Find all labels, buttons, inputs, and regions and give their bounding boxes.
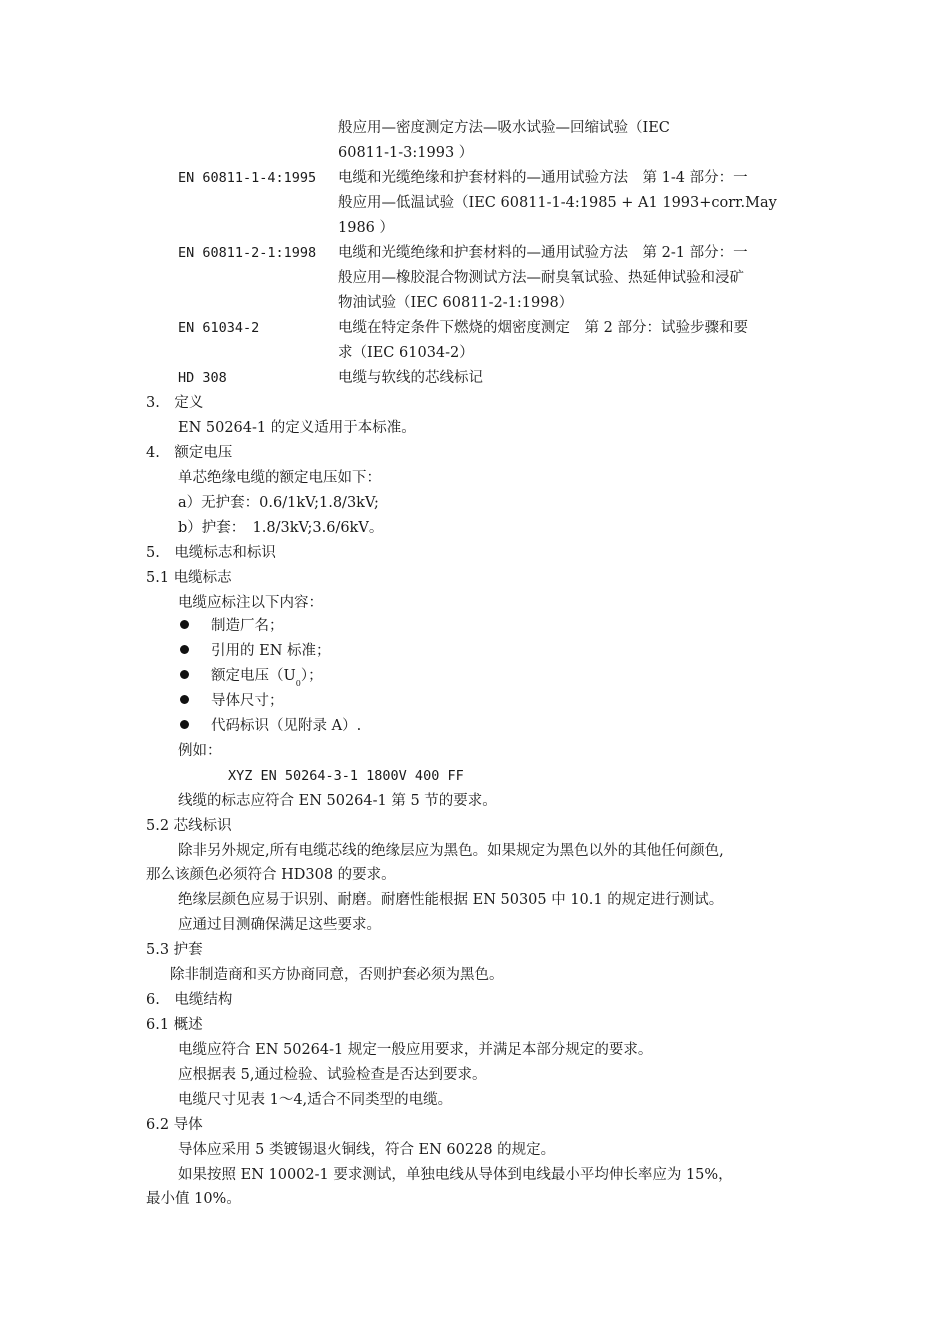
paragraph: 例如： [178,743,222,759]
ref-desc-line: 般应用—低温试验（IEC 60811-1-4:1985 + A1 1993+corr.May [338,195,777,211]
ref-desc-line: 电缆和光缆绝缘和护套材料的—通用试验方法 第 2-1 部分：一 [338,245,748,261]
ref-desc-line: 电缆与软线的芯线标记 [338,370,483,386]
ref-desc-line: 般应用—密度测定方法—吸水试验—回缩试验（IEC [338,120,670,136]
ref-code: EN 60811-1-4:1995 [178,170,317,186]
bullet-icon [180,620,189,629]
section-heading: 5. 电缆标志和标识 [146,545,276,561]
section-heading: 3. 定义 [146,395,204,411]
paragraph: 应通过目测确保满足这些要求。 [178,917,381,933]
ref-code: EN 61034-2 [178,320,260,336]
bullet-text: 引用的 EN 标准； [211,643,331,659]
paragraph: 最小值 10%。 [146,1191,241,1207]
bullet-text-suffix: ）； [300,668,323,684]
paragraph: 导体应采用 5 类镀锡退火铜线，符合 EN 60228 的规定。 [178,1142,556,1158]
ref-desc-line: 60811-1-3:1993 ） [338,145,474,161]
ref-desc-line: 求（IEC 61034-2） [338,345,474,361]
paragraph: 除非制造商和买方协商同意，否则护套必须为黑色。 [170,967,504,983]
paragraph: 除非另外规定,所有电缆芯线的绝缘层应为黑色。如果规定为黑色以外的其他任何颜色, [178,843,724,859]
bullet-text-rated-voltage [211,667,323,687]
subsection-heading: 6.1 概述 [146,1017,203,1033]
paragraph: b）护套： 1.8/3kV;3.6/6kV。 [178,520,384,536]
bullet-text: 制造厂名； [211,618,284,634]
subsection-heading: 5.2 芯线标识 [146,818,232,834]
subsection-heading: 5.3 护套 [146,942,203,958]
paragraph: 电缆尺寸见表 1～4,适合不同类型的电缆。 [178,1092,453,1108]
paragraph: 单芯绝缘电缆的额定电压如下： [178,470,381,486]
bullet-text: 额定电压（U [211,668,296,684]
paragraph: 绝缘层颜色应易于识别、耐磨。耐磨性能根据 EN 50305 中 10.1 的规定进行测试。 [178,892,724,908]
ref-desc-line: 电缆和光缆绝缘和护套材料的—通用试验方法 第 1-4 部分：一 [338,170,748,186]
bullet-text: 代码标识（见附录 A）. [211,718,362,734]
paragraph: 电缆应标注以下内容： [178,595,323,611]
bullet-icon [180,695,189,704]
section-heading: 4. 额定电压 [146,445,233,461]
subsection-heading: 6.2 导体 [146,1117,203,1133]
bullet-icon [180,670,189,679]
example-code: XYZ EN 50264-3-1 1800V 400 FF [228,768,464,784]
paragraph: 应根据表 5,通过检验、试验检查是否达到要求。 [178,1067,487,1083]
ref-desc-line: 1986 ） [338,220,395,236]
bullet-text: 导体尺寸； [211,693,284,709]
ref-desc-line: 物油试验（IEC 60811-2-1:1998） [338,295,574,311]
ref-code: HD 308 [178,370,227,386]
bullet-icon [180,645,189,654]
section-heading: 6. 电缆结构 [146,992,233,1008]
ref-code: EN 60811-2-1:1998 [178,245,317,261]
subsection-heading: 5.1 电缆标志 [146,570,232,586]
paragraph: a）无护套：0.6/1kV;1.8/3kV; [178,495,379,511]
ref-desc-line: 电缆在特定条件下燃烧的烟密度测定 第 2 部分：试验步骤和要 [338,320,748,336]
paragraph: EN 50264-1 的定义适用于本标准。 [178,420,416,436]
paragraph: 那么该颜色必须符合 HD308 的要求。 [146,867,396,883]
paragraph: 如果按照 EN 10002-1 要求测试，单独电线从导体到电线最小平均伸长率应为 15%， [178,1167,733,1183]
paragraph: 电缆应符合 EN 50264-1 规定一般应用要求，并满足本部分规定的要求。 [178,1042,653,1058]
paragraph: 线缆的标志应符合 EN 50264-1 第 5 节的要求。 [178,793,497,809]
subscript-0: 0 [295,679,301,688]
ref-desc-line: 般应用—橡胶混合物测试方法—耐臭氧试验、热延伸试验和浸矿 [338,270,744,286]
bullet-icon [180,720,189,729]
